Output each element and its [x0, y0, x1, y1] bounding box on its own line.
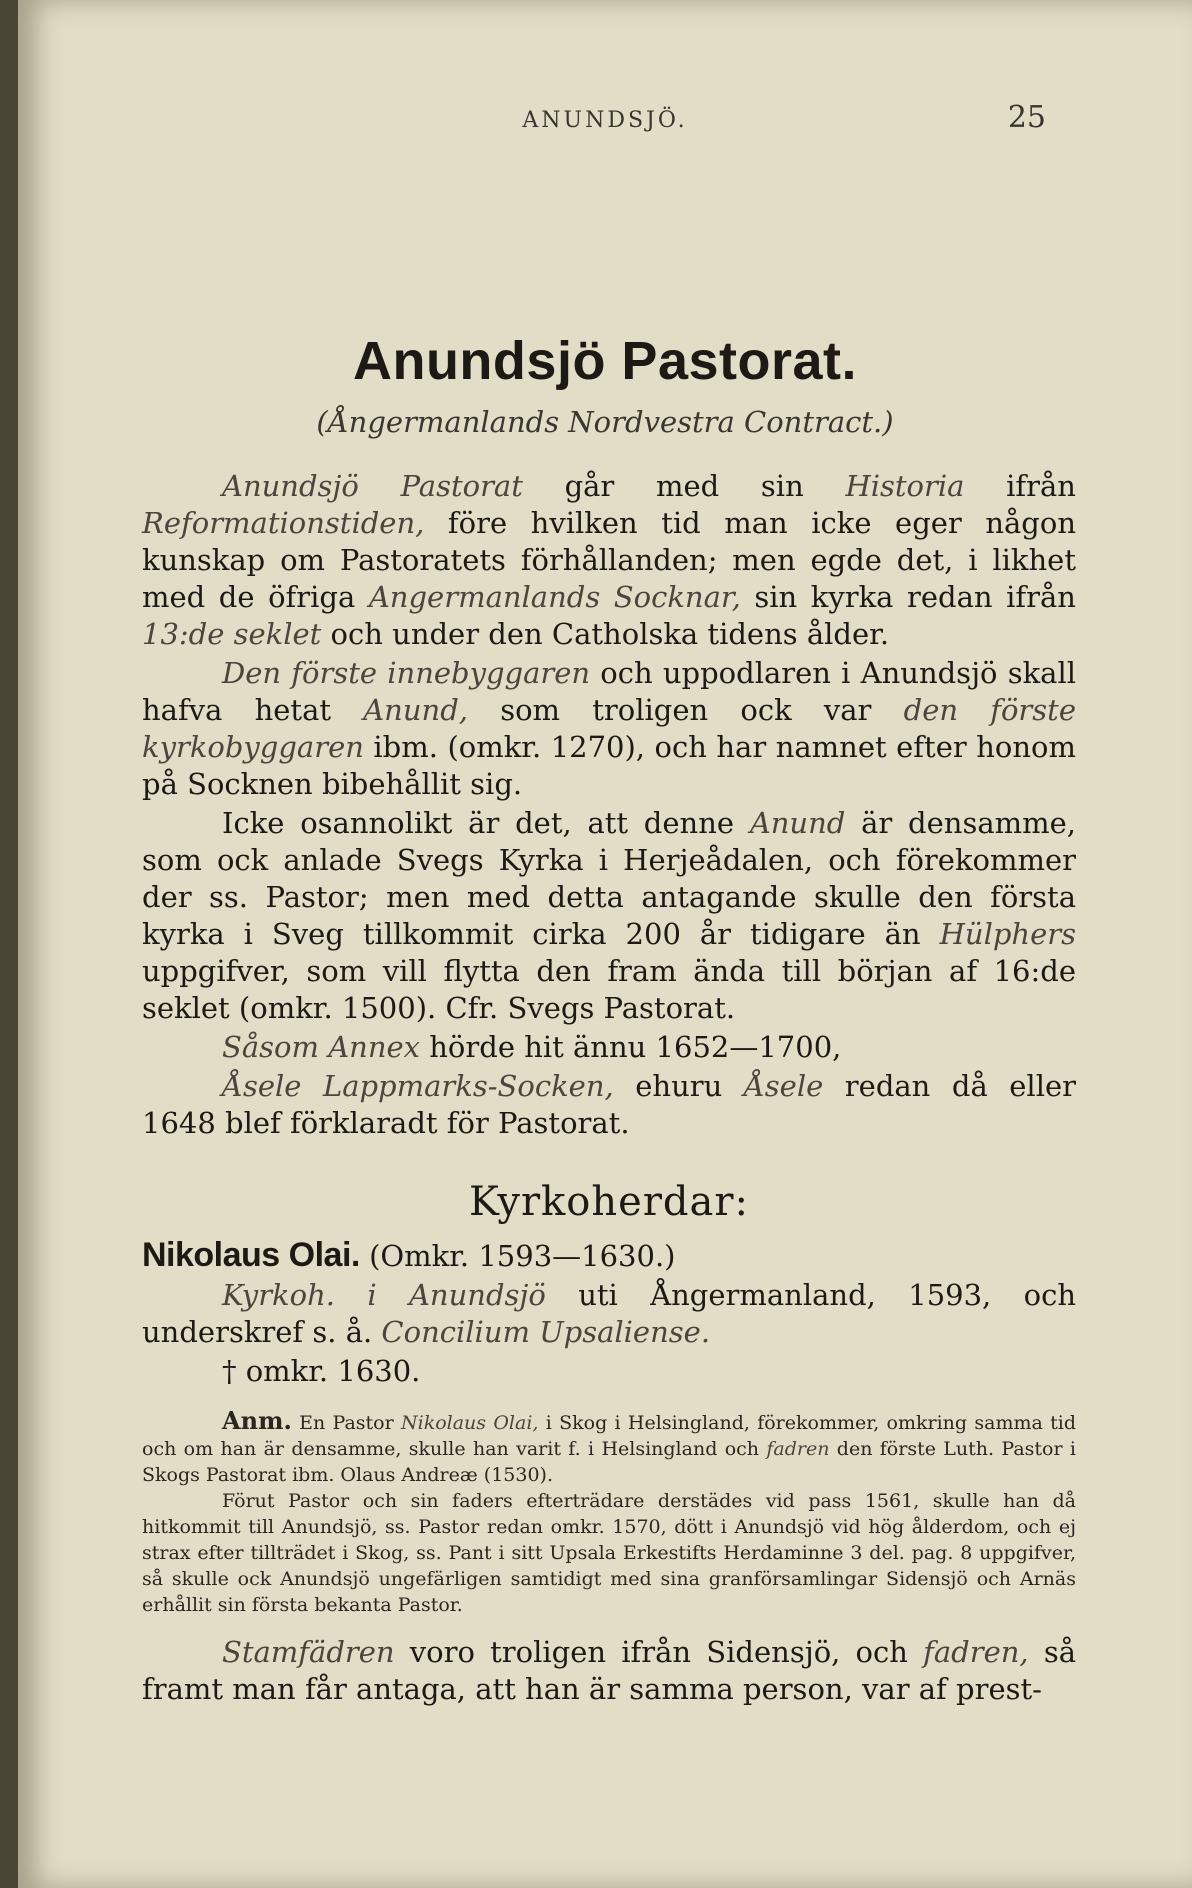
annotation-note: Anm. En Pastor Nikolaus Olai, i Skog i Helsingland, förekommer, omkring samma tid och om han är densamme, skulle han varit f. i Helsingland och fadren den förste Luth. Pastor i Skogs Pastorat ibm. Olaus Andreæ (1530). Förut Pastor och sin faders efterträdare derstädes vid pass 1561, skulle han då hitkommit till Anundsjö, ss. Pastor redan omkr. 1570, dött i Anundsjö vid hög ålderdom, och ej strax efter tillträdet i Skog, ss. Pant i sitt Upsala Erkestifts Herdaminne 3 del. pag. 8 uppgifver, så skulle ock Anundsjö ungefärligen samtidigt med sina granförsamlingar Sidensjö och Arnäs erhållit sin första bekanta Pastor. [142, 1406, 1076, 1616]
entry-description: Kyrkoh. i Anundsjö uti Ångermanland, 1593, och underskref s. å. Concilium Upsaliense. [142, 1278, 1076, 1349]
page-subtitle: (Ångermanlands Nordvestra Contract.) [316, 405, 894, 439]
page-title: Anundsjö Pastorat. [352, 331, 858, 391]
section-heading-kyrkoherdar: Kyrkoherdar: [469, 1179, 749, 1225]
page-number: 25 [1007, 100, 1046, 135]
paragraph-stamfadren: Stamfädren voro troligen ifrån Sidensjö, och fadren, så framt man får antaga, att han är samma person, var af prest- [142, 1635, 1077, 1706]
paragraph-first-settler: Den förste innebyggaren och uppodlaren i Anundsjö skall hafva hetat Anund, som troligen ock var den förste kyrkobyggaren ibm. (omkr. 1270), och har namnet efter honom på Socknen bibehållit sig. [142, 656, 1077, 801]
body-text [142, 468, 1076, 1710]
entry-dates: (Omkr. 1593—1630.) [359, 1239, 676, 1273]
note-label: Anm. [222, 1406, 292, 1435]
paragraph-history: Anundsjö Pastorat går med sin Historia ifrån Reformationstiden, före hvilken tid man icke eger någon kunskap om Pastoratets förhållanden; men egde det, i likhet med de öfriga Angermanlands Socknar, sin kyrka redan ifrån 13:de seklet och under den Catholska tidens ålder. [142, 469, 1076, 651]
entry-death: † omkr. 1630. [222, 1354, 421, 1388]
entry-name: Nikolaus Olai. [142, 1236, 360, 1274]
running-head: ANUNDSJÖ. [522, 108, 688, 133]
entry-nikolaus-olai [142, 1237, 1076, 1275]
book-page [18, 0, 1192, 1888]
paragraph-asele: Åsele Lappmarks-Socken, ehuru Åsele redan då eller 1648 blef förklaradt för Pastorat. [142, 1069, 1076, 1140]
paragraph-annex: Såsom Annex hörde hit ännu 1652—1700, [222, 1030, 842, 1064]
paragraph-sveg: Icke osannolikt är det, att denne Anund är densamme, som ock anlade Svegs Kyrka i Herjeådalen, och förekommer der ss. Pastor; men med detta antagande skulle den första kyrka i Sveg tillkommit cirka 200 år tidigare än Hülphers uppgifver, som vill flytta den fram ända till början af 16:de seklet (omkr. 1500). Cfr. Svegs Pastorat. [142, 806, 1076, 1025]
